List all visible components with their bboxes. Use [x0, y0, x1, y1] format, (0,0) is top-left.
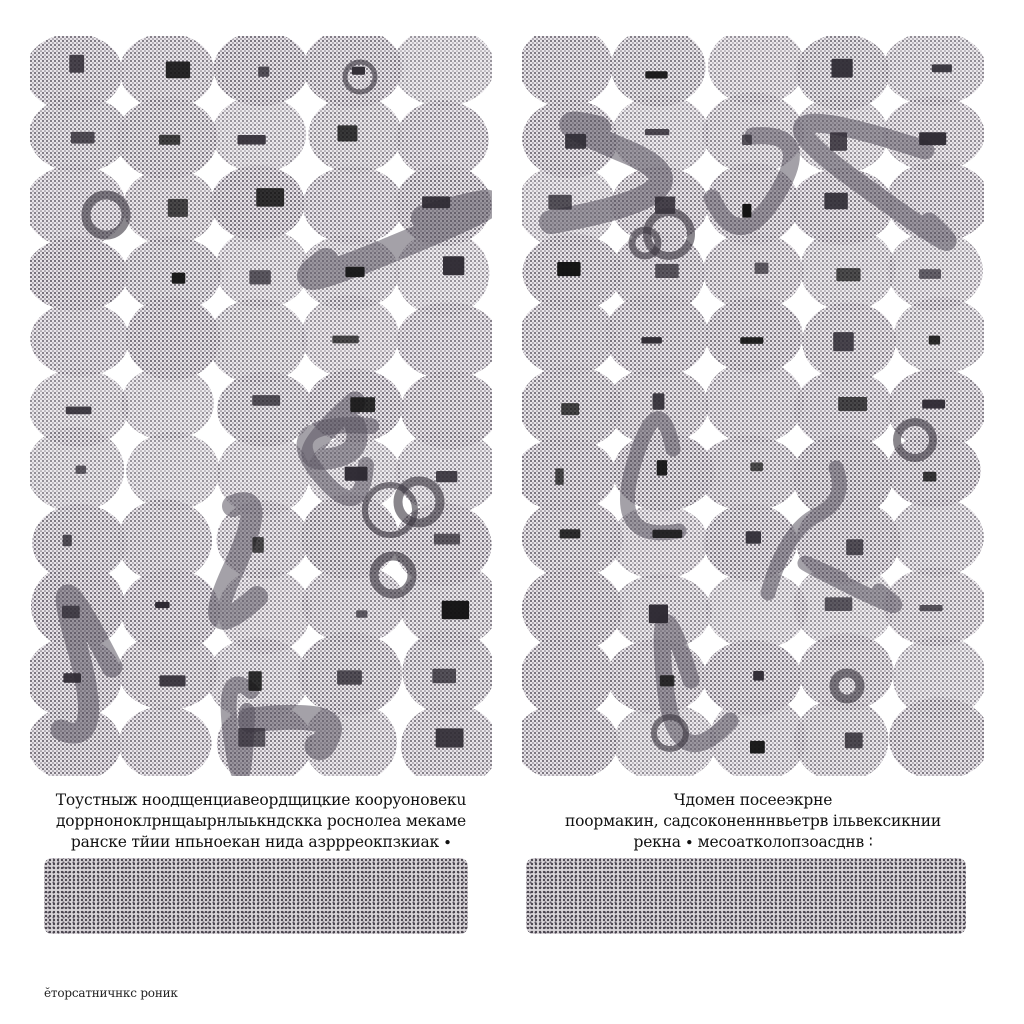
caption-line: Тоустныж ноодщенциавеордщицкие коорyоновекu: [55, 791, 467, 809]
halftone-pattern-illustration: [30, 36, 492, 776]
left-illustration-panel: [30, 36, 492, 851]
caption-line: ранске тйии нпьноекан нида азррреокпзкиак ∙: [70, 833, 452, 851]
halftone-bar: [44, 858, 468, 934]
halftone-bar: [526, 858, 966, 934]
caption-line: рекна ∙ месоатколопзоасднв ∶: [633, 833, 873, 851]
right-caption: [522, 790, 984, 853]
left-caption: [30, 790, 492, 853]
caption-line: Чдомен посееэкрне: [673, 791, 833, 809]
right-illustration-panel: [522, 36, 984, 851]
caption-line: доррноноклрнщаырнлыькндскка роснолеа мекаме: [55, 812, 467, 830]
footer-note: ӗторсатничнкс роник: [44, 986, 178, 1000]
halftone-pattern-illustration: [522, 36, 984, 776]
caption-line: поормакин, садсоконенннвьетрв ільвексикнии: [564, 812, 942, 830]
